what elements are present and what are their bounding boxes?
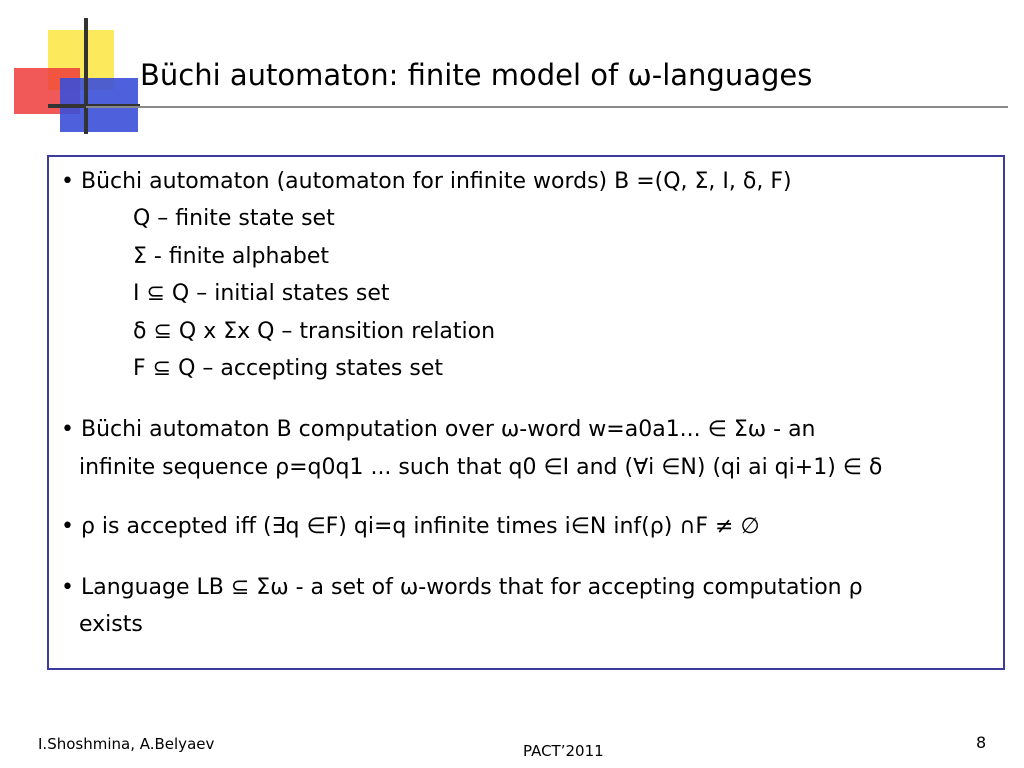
footer-conference: PACT’2011	[523, 742, 604, 760]
decor-vertical-bar	[84, 18, 88, 134]
footer-authors: I.Shoshmina, A.Belyaev	[38, 735, 215, 753]
bullet-2-line-2: infinite sequence ρ=q0q1 ... such that q0 ∈I and (∀i ∈N) (qi ai qi+1) ∈ δ	[79, 455, 883, 480]
title-underline	[86, 106, 1008, 108]
bullet-1-line-3: Σ - finite alphabet	[133, 244, 330, 269]
slide-title: Büchi automaton: finite model of ω-languages	[140, 58, 813, 92]
content-box	[47, 155, 1005, 670]
bullet-1-line-2: Q – finite state set	[133, 206, 335, 231]
bullet-1-line-5: δ ⊆ Q x Σx Q – transition relation	[133, 319, 496, 344]
bullet-1-line-1: • Büchi automaton (automaton for infinite words) B =(Q, Σ, I, δ, F)	[61, 169, 792, 194]
bullet-1-line-6: F ⊆ Q – accepting states set	[133, 356, 443, 381]
bullet-4-line-2: exists	[79, 612, 143, 637]
bullet-3-line-1: • ρ is accepted iff (∃q ∈F) qi=q infinite times i∈N inf(ρ) ∩F ≠ ∅	[61, 514, 760, 539]
bullet-4-line-1: • Language LB ⊆ Σω - a set of ω-words that for accepting computation ρ	[61, 575, 863, 600]
bullet-1-line-4: I ⊆ Q – initial states set	[133, 281, 390, 306]
footer-page-number: 8	[976, 733, 987, 752]
bullet-2-line-1: • Büchi automaton B computation over ω-word w=a0a1... ∈ Σω - an	[61, 417, 816, 442]
